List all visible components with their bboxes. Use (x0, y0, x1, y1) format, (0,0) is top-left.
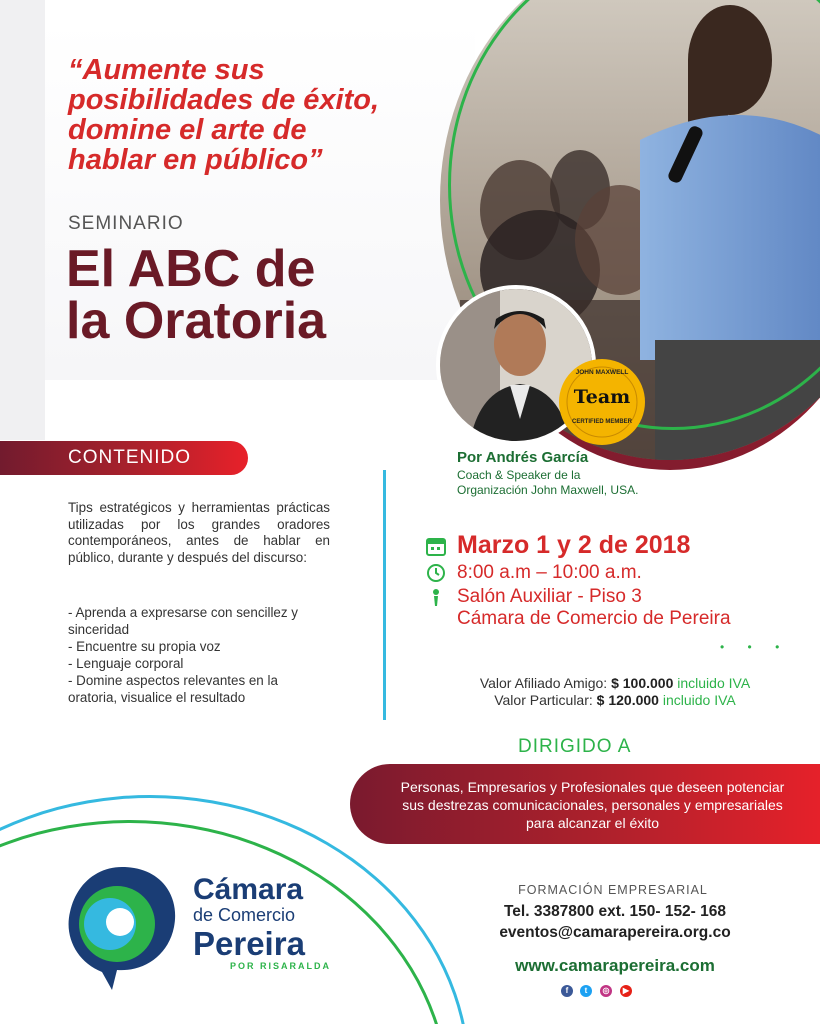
quote-line: domine el arte de (68, 114, 307, 146)
quote-line: hablar en público” (68, 144, 323, 176)
event-time-row (425, 562, 642, 584)
role-line: Coach & Speaker de la (457, 468, 581, 482)
calendar-icon (425, 535, 447, 557)
event-date: Marzo 1 y 2 de 2018 (457, 531, 691, 559)
contenido-label: CONTENIDO (68, 447, 191, 468)
clock-icon (425, 562, 447, 584)
dirigido-text: Personas, Empresarios y Profesionales que deseen potenciar sus destrezas comunicacionales, personales y empresariales para alcanzar el éxito (400, 779, 785, 831)
price-afiliado-iva: incluido IVA (677, 675, 751, 691)
event-place-row (425, 586, 642, 608)
facebook-icon[interactable]: f (561, 985, 573, 997)
dirigido-label: DIRIGIDO A (518, 736, 632, 757)
seminar-title (66, 240, 327, 350)
title-line: El ABC de (66, 240, 316, 298)
badge-top-text: JOHN MAXWELL (575, 369, 629, 376)
event-date-row (425, 531, 690, 560)
quote-line: posibilidades de éxito, (68, 84, 380, 116)
bullet-item: - Encuentre su propia voz (68, 639, 221, 654)
event-place-line1: Salón Auxiliar - Piso 3 (457, 586, 642, 607)
decorative-dots: • • • (720, 640, 790, 654)
title-line: la Oratoria (66, 292, 327, 350)
contenido-intro: Tips estratégicos y herramientas prácticas utilizadas por los grandes oradores contemporáneos, antes de hablar en público, durante y después del discurso: (68, 500, 330, 565)
price-particular-value: $ 120.000 (596, 692, 659, 708)
bullet-item: - Lenguaje corporal (68, 656, 184, 671)
formacion-label: FORMACIÓN EMPRESARIAL (518, 883, 708, 897)
price-particular-label: Valor Particular: (494, 692, 593, 708)
quote-line: “Aumente sus (68, 54, 265, 86)
price-particular-iva: incluido IVA (662, 692, 736, 708)
logo-word-risaralda: POR RISARALDA (230, 961, 332, 971)
contact-email[interactable]: eventos@camarapereira.org.co (499, 924, 731, 941)
logo-word-camara: Cámara (193, 873, 304, 906)
bullet-item: - Domine aspectos relevantes en la oratoria, visualice el resultado (68, 673, 278, 705)
event-time: 8:00 a.m – 10:00 a.m. (457, 562, 642, 583)
location-pin-icon (425, 586, 447, 608)
contact-phone: Tel. 3387800 ext. 150- 152- 168 (503, 903, 727, 920)
headline-quote (68, 55, 428, 175)
background-panel (0, 0, 45, 440)
badge-word: Team (573, 386, 631, 408)
bullet-item: - Aprenda a expresarse con sencillez y sinceridad (68, 605, 298, 637)
youtube-icon[interactable]: ▶ (620, 985, 632, 997)
logo-word-pereira: Pereira (193, 925, 305, 962)
speaker-name: Por Andrés García (457, 449, 589, 466)
vertical-divider (383, 470, 386, 720)
speaker-role (457, 468, 697, 498)
instagram-icon[interactable]: ◎ (600, 985, 612, 997)
price-afiliado-label: Valor Afiliado Amigo: (479, 675, 608, 691)
role-line: Organización John Maxwell, USA. (457, 483, 639, 497)
website-link[interactable]: www.camarapereira.com (515, 956, 715, 975)
logo-word-comercio: de Comercio (193, 905, 296, 925)
camara-logo-icon (62, 862, 182, 992)
seminar-label: SEMINARIO (68, 213, 184, 234)
price-afiliado-value: $ 100.000 (611, 675, 674, 691)
twitter-icon[interactable]: t (580, 985, 592, 997)
event-place-line2: Cámara de Comercio de Pereira (457, 608, 731, 629)
contenido-bullets (68, 604, 330, 706)
price-afiliado (415, 675, 815, 691)
badge-bottom-text: CERTIFIED MEMBER (572, 419, 632, 425)
price-particular (415, 692, 815, 708)
